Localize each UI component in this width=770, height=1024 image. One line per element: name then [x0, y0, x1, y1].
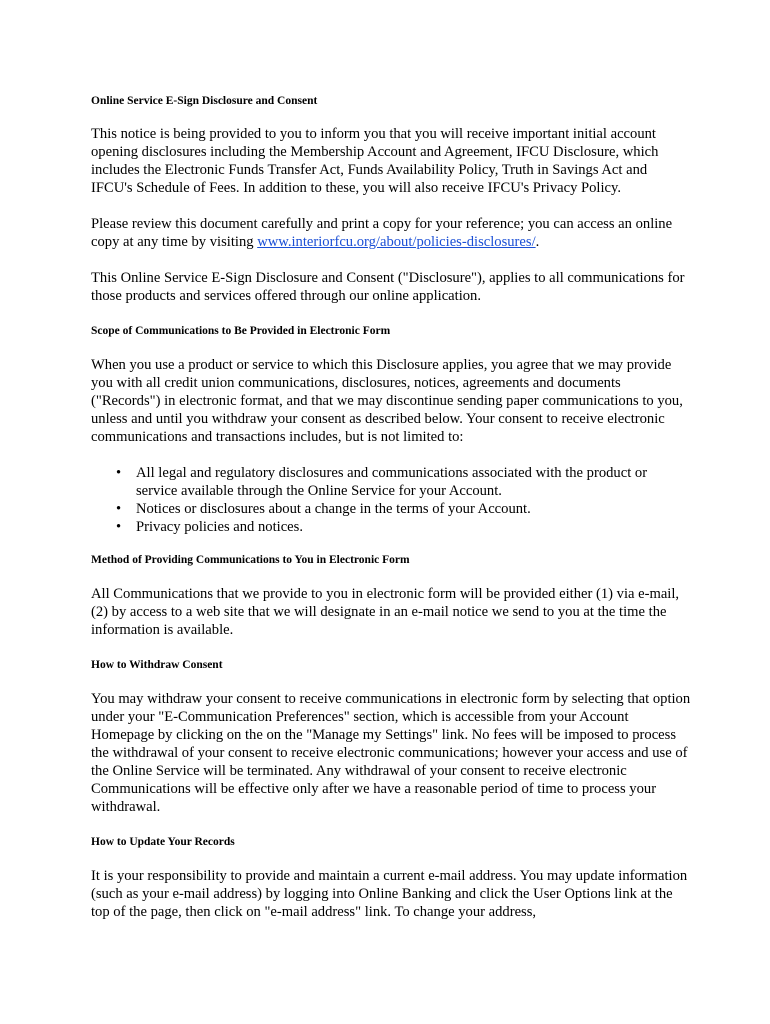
bullet-icon: •: [116, 465, 122, 481]
scope-heading: Scope of Communications to Be Provided in Electronic Form: [91, 325, 391, 337]
scope-bullet-item: [116, 464, 691, 500]
scope-bullet-text: All legal and regulatory disclosures and communications associated with the product or service available through the Online Service for your Account.: [136, 465, 648, 499]
document-page: [91, 93, 691, 939]
scope-bullet-item: [116, 518, 691, 536]
withdraw-heading: How to Withdraw Consent: [91, 659, 223, 671]
intro-paragraph-1: This notice is being provided to you to inform you that you will receive important initial account opening disclosures including the Membership Account and Agreement, IFCU Disclosure, which includes the Electronic Funds Transfer Act, Funds Availability Policy, Truth in Savings Act and IFCU's Schedule of Fees. In addition to these, you will also receive IFCU's Privacy Policy.: [91, 126, 659, 196]
scope-bullet-list: [91, 464, 691, 536]
document-title: Online Service E-Sign Disclosure and Consent: [91, 95, 318, 107]
scope-bullet-text: Privacy policies and notices.: [136, 519, 303, 535]
method-heading: Method of Providing Communications to You in Electronic Form: [91, 554, 410, 566]
scope-bullet-text: Notices or disclosures about a change in the terms of your Account.: [136, 501, 531, 517]
withdraw-paragraph: You may withdraw your consent to receive communications in electronic form by selecting that option under your "E-Communication Preferences" section, which is accessible from your Account Homepage by clicking on the on the "Manage my Settings" link. No fees will be imposed to process the withdrawal of your consent to receive electronic communications; however your access and use of the Online Service will be terminated. Any withdrawal of your consent to receive electronic Communications will be effective only after we have a reasonable period of time to process your withdrawal.: [91, 691, 691, 815]
scope-bullet-item: [116, 500, 691, 518]
bullet-icon: •: [116, 519, 122, 535]
update-heading: How to Update Your Records: [91, 836, 235, 848]
bullet-icon: •: [116, 501, 122, 517]
scope-paragraph: When you use a product or service to which this Disclosure applies, you agree that we may provide you with all credit union communications, disclosures, notices, agreements and documents ("Records") in electronic format, and that we may discontinue sending paper communications to you, unless and until you withdraw your consent as described below. Your consent to receive electronic communications and transactions includes, but is not limited to:: [91, 357, 683, 445]
intro-paragraph-3: This Online Service E-Sign Disclosure and Consent ("Disclosure"), applies to all communications for those products and services offered through our online application.: [91, 270, 685, 304]
policies-disclosures-link[interactable]: www.interiorfcu.org/about/policies-disclosures/: [257, 234, 536, 250]
intro-paragraph-2-end: .: [535, 234, 540, 250]
update-paragraph: It is your responsibility to provide and maintain a current e-mail address. You may update information (such as your e-mail address) by logging into Online Banking and click the User Options link at the top of the page, then click on "e-mail address" link. To change your address,: [91, 868, 688, 920]
method-paragraph: All Communications that we provide to you in electronic form will be provided either (1) via e-mail, (2) by access to a web site that we will designate in an e-mail notice we send to you at the time the information is available.: [91, 586, 680, 638]
intro-paragraph-2: [91, 215, 691, 251]
intro-paragraph-2-text: Please review this document carefully and print a copy for your reference; you can access an online copy at any time by visiting: [91, 216, 673, 250]
